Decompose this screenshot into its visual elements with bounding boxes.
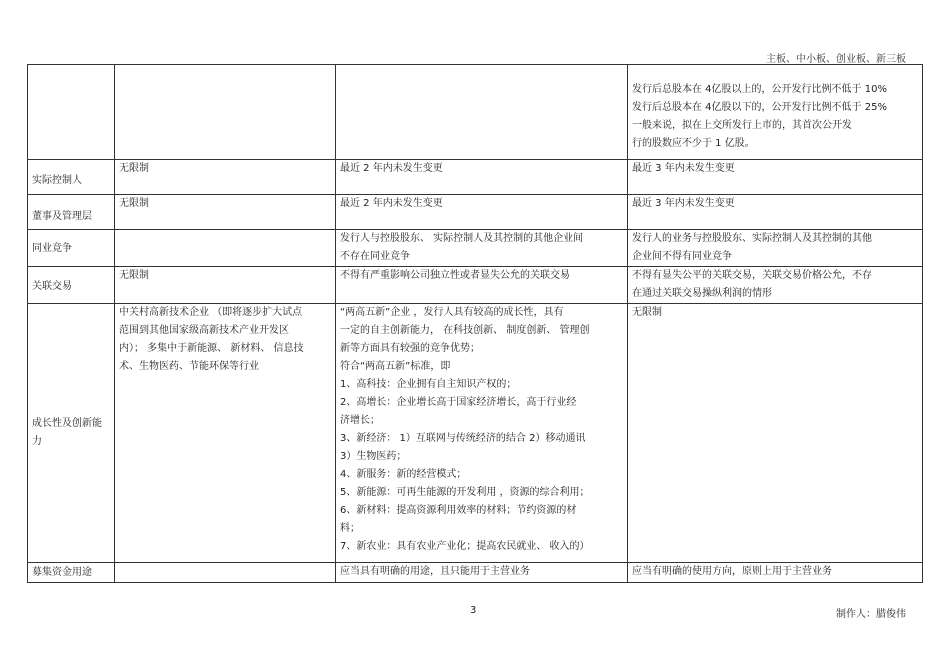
cell-col2 xyxy=(115,195,336,230)
cell-col3 xyxy=(336,230,628,267)
cell-col3 xyxy=(336,195,628,230)
cell-text-line: 术、生物医药、节能环保等行业 xyxy=(119,361,259,372)
table-row xyxy=(28,195,923,230)
cell-col3 xyxy=(336,160,628,195)
cell-col2 xyxy=(115,230,336,267)
cell-text-line: 行的股数应不少于 1 亿股。 xyxy=(632,138,755,149)
table-row xyxy=(28,65,923,160)
cell-text-line: 一般来说，拟在上交所发行上市的，其首次公开发 xyxy=(632,120,852,131)
cell-text-line: 3、新经济： 1）互联网与传统经济的结合 2）移动通讯 xyxy=(340,433,586,444)
cell-text-line: 无限制 xyxy=(632,307,662,318)
cell-text-line: 无限制 xyxy=(119,198,149,209)
header-category: 主板、中小板、创业板、新三板 xyxy=(766,54,906,65)
cell-col2 xyxy=(115,563,336,583)
cell-col4 xyxy=(628,160,923,195)
cell-text-line: 最近 3 年内未发生变更 xyxy=(632,198,735,209)
cell-text-line: 范围到其他国家级高新技术产业开发区 xyxy=(119,325,289,336)
cell-col2 xyxy=(115,160,336,195)
cell-col4 xyxy=(628,230,923,267)
cell-col4 xyxy=(628,563,923,583)
cell-text-line: 济增长； xyxy=(340,415,380,426)
row-label: 关联交易 xyxy=(28,267,115,304)
comparison-table xyxy=(27,64,923,583)
row-label: 成长性及创新能力 xyxy=(28,304,115,563)
cell-text-line: 发行后总股本在 4亿股以上的，公开发行比例不低于 10% xyxy=(632,84,887,95)
cell-col3 xyxy=(336,304,628,563)
cell-col2 xyxy=(115,65,336,160)
cell-col4 xyxy=(628,304,923,563)
row-label: 董事及管理层 xyxy=(28,195,115,230)
cell-col3 xyxy=(336,65,628,160)
cell-text-line: 5、新能源：可再生能源的开发利用 ，资源的综合利用； xyxy=(340,487,590,498)
cell-text-line: 最近 2 年内未发生变更 xyxy=(340,198,443,209)
cell-text-line: 无限制 xyxy=(119,163,149,174)
cell-text-line: 符合“两高五新”标准，即 xyxy=(340,361,451,372)
cell-text-line: 1、高科技：企业拥有自主知识产权的； xyxy=(340,379,517,390)
cell-text-line: “两高五新”企业 ，发行人具有较高的成长性，具有 xyxy=(340,307,564,318)
row-label xyxy=(28,65,115,160)
cell-text-line: 发行人与控股股东、 实际控制人及其控制的其他企业间 xyxy=(340,233,584,244)
table-row xyxy=(28,230,923,267)
cell-text-line: 最近 2 年内未发生变更 xyxy=(340,163,443,174)
cell-text-line: 2、高增长：企业增长高于国家经济增长，高于行业经 xyxy=(340,397,577,408)
table-row xyxy=(28,267,923,304)
cell-text-line: 内）； 多集中于新能源、 新材料、 信息技 xyxy=(119,343,304,354)
table-row xyxy=(28,304,923,563)
cell-text-line: 发行人的业务与控股股东、实际控制人及其控制的其他 xyxy=(632,233,872,244)
cell-text-line: 6、新材料：提高资源利用效率的材料；节约资源的材 xyxy=(340,505,577,516)
cell-text-line: 不存在同业竞争 xyxy=(340,251,410,262)
cell-text-line: 应当具有明确的用途，且只能用于主营业务 xyxy=(340,566,530,577)
author-credit: 制作人：腊俊伟 xyxy=(836,609,906,620)
cell-text-line: 3）生物医药； xyxy=(340,451,407,462)
cell-text-line: 应当有明确的使用方向，原则上用于主营业务 xyxy=(632,566,832,577)
row-label: 募集资金用途 xyxy=(28,563,115,583)
cell-col3 xyxy=(336,563,628,583)
table-row xyxy=(28,563,923,583)
cell-text-line: 发行后总股本在 4亿股以下的，公开发行比例不低于 25% xyxy=(632,102,887,113)
cell-text-line: 7、新农业：具有农业产业化；提高农民就业、 收入的） xyxy=(340,541,590,552)
cell-text-line: 不得有严重影响公司独立性或者显失公允的关联交易 xyxy=(340,270,570,281)
cell-text-line: 在通过关联交易操纵利润的情形 xyxy=(632,288,772,299)
cell-text-line: 一定的自主创新能力， 在科技创新、 制度创新、 管理创 xyxy=(340,325,590,336)
cell-col4 xyxy=(628,195,923,230)
cell-col4 xyxy=(628,65,923,160)
page-number: 3 xyxy=(470,605,477,616)
row-label: 实际控制人 xyxy=(28,160,115,195)
cell-col2 xyxy=(115,267,336,304)
cell-text-line: 无限制 xyxy=(119,270,149,281)
row-label: 同业竞争 xyxy=(28,230,115,267)
cell-text-line: 新等方面具有较强的竞争优势； xyxy=(340,343,480,354)
cell-text-line: 4、新服务：新的经营模式； xyxy=(340,469,467,480)
cell-col4 xyxy=(628,267,923,304)
cell-text-line: 料； xyxy=(340,523,360,534)
table-row xyxy=(28,160,923,195)
cell-col2 xyxy=(115,304,336,563)
cell-text-line: 企业间不得有同业竞争 xyxy=(632,251,732,262)
cell-text-line: 最近 3 年内未发生变更 xyxy=(632,163,735,174)
cell-col3 xyxy=(336,267,628,304)
cell-text-line: 不得有显失公平的关联交易，关联交易价格公允，不存 xyxy=(632,270,872,281)
cell-text-line: 中关村高新技术企业 （即将逐步扩大试点 xyxy=(119,307,303,318)
